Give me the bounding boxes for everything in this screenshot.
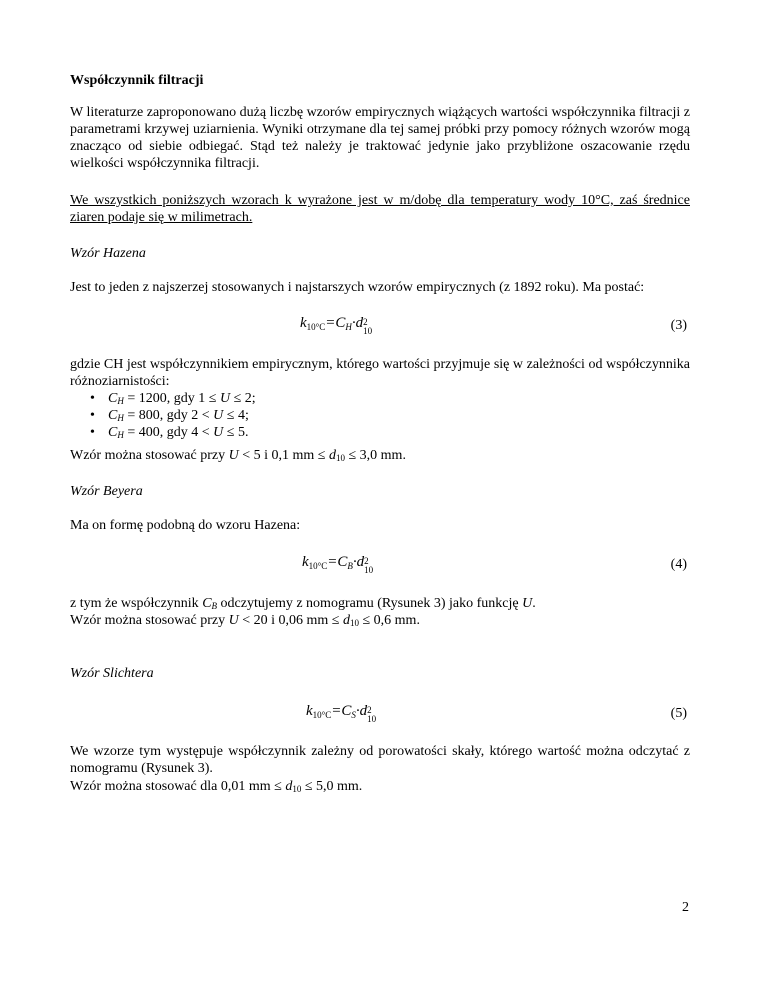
- beyer-title: Wzór Beyera: [70, 484, 143, 499]
- hazen-intro: Jest to jeden z najszerzej stosowanych i najstarszych wzorów empirycznych (z 1892 roku). Ma postać:: [70, 280, 645, 295]
- hazen-range: Wzór można stosować przy U < 5 i 0,1 mm ≤ d10 ≤ 3,0 mm.: [70, 448, 406, 463]
- equation-number: (3): [670, 318, 687, 333]
- slichter-title: Wzór Slichtera: [70, 666, 154, 681]
- slichter-formula-expression: $k_{10^\circ C}=C_S\cdot d$ 2 10: [306, 703, 377, 724]
- section-heading: Współczynnik filtracji: [70, 73, 204, 88]
- equation-number: (4): [670, 557, 687, 572]
- list-item: • CH = 800, gdy 2 < U ≤ 4;: [90, 408, 249, 423]
- hazen-coefficient-list: [70, 390, 256, 441]
- slichter-formula: [70, 703, 690, 725]
- list-item: • CH = 1200, gdy 1 ≤ U ≤ 2;: [90, 391, 256, 406]
- beyer-line1: z tym że współczynnik CB odczytujemy z nomogramu (Rysunek 3) jako funkcję U.: [70, 596, 536, 611]
- page-number: 2: [682, 900, 689, 915]
- slichter-description: We wzorze tym występuje współczynnik zależny od porowatości skały, którego wartość można odczytać z nomogramu (Rysunek 3).: [70, 744, 690, 776]
- hazen-formula-expression: $k_{10^\circ C}=C_H\cdot d$ 2 10: [300, 315, 373, 336]
- beyer-intro: Ma on formę podobną do wzoru Hazena:: [70, 518, 301, 533]
- equation-number: (5): [670, 706, 687, 721]
- slichter-range: Wzór można stosować dla 0,01 mm ≤ d10 ≤ 5,0 mm.: [70, 779, 363, 794]
- hazen-formula: [70, 315, 690, 337]
- beyer-range: Wzór można stosować przy U < 20 i 0,06 mm ≤ d10 ≤ 0,6 mm.: [70, 613, 420, 628]
- hazen-description: gdzie CH jest współczynnikiem empirycznym, którego wartości przyjmuje się w zależności od współczynnika różnoziarnistości:: [70, 357, 690, 389]
- intro-paragraph: W literaturze zaproponowano dużą liczbę wzorów empirycznych wiążących wartości współczynnika filtracji z parametrami krzywej uziarnienia. Wyniki otrzymane dla tej samej próbki przy pomocy różnych wzorów mogą znacząco od siebie odbiegać. Stąd też należy je traktować jedynie jako przybliżone oszacowanie rzędu wielkości współczynnika filtracji.: [70, 105, 690, 171]
- units-note: We wszystkich poniższych wzorach k wyrażone jest w m/dobę dla temperatury wody 10°C, zaś średnice ziaren podaje się w milimetrach.: [70, 193, 690, 225]
- bullet-icon: •: [90, 425, 95, 440]
- beyer-formula-expression: $k_{10^\circ C}=C_B\cdot d$ 2 10: [302, 554, 374, 575]
- list-item: • CH = 400, gdy 4 < U ≤ 5.: [90, 425, 249, 440]
- bullet-icon: •: [90, 391, 95, 406]
- beyer-formula: [70, 554, 690, 576]
- bullet-icon: •: [90, 408, 95, 423]
- hazen-title: Wzór Hazena: [70, 246, 146, 261]
